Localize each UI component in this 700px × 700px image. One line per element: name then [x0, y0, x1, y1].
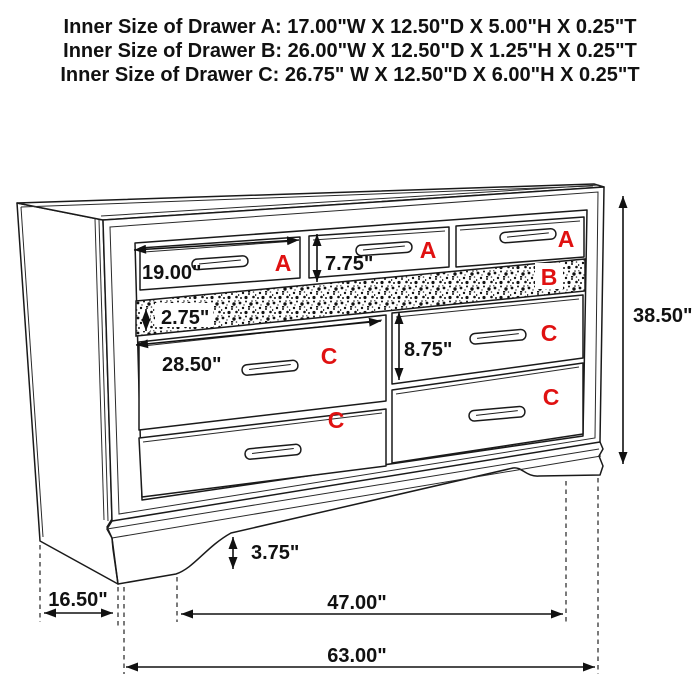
dim-overall-height-label: 38.50": [633, 305, 693, 327]
drawer-c-right-upper-letter: C: [540, 320, 558, 346]
drawer-a1-letter: A: [274, 250, 292, 276]
drawer-c-right-lower-letter: C: [542, 384, 560, 410]
dim-overall-width-label: 63.00": [327, 645, 387, 667]
dim-leg-span-width: [181, 592, 563, 614]
drawer-a3-letter: A: [557, 226, 575, 252]
drawer-a2-letter: A: [419, 237, 437, 263]
side-panel: [17, 203, 118, 584]
dim-leg-height: [233, 537, 299, 569]
dim-overall-width: [126, 645, 595, 667]
dim-strip-b-height-label: 2.75": [161, 307, 210, 329]
header-line-drawer-b: Inner Size of Drawer B: 26.00"W X 12.50"D X 1.25"H X 0.25"T: [63, 40, 637, 62]
dim-leg-height-label: 3.75": [251, 542, 300, 564]
drawer-b-letter: B: [540, 264, 558, 290]
drawer-c-left-lower-letter: C: [327, 407, 345, 433]
dim-drawer-c-width-label: 28.50": [162, 354, 222, 376]
dim-drawer-a-height-label: 7.75": [325, 253, 374, 275]
header-line-drawer-c: Inner Size of Drawer C: 26.75" W X 12.50"D X 6.00"H X 0.25"T: [60, 64, 640, 86]
dim-leg-span-width-label: 47.00": [327, 592, 387, 614]
drawer-b-letter-group: [535, 263, 563, 290]
dim-overall-height: [623, 196, 693, 464]
dim-drawer-a-width-label: 19.00": [142, 262, 202, 284]
drawer-c-left-upper-letter: C: [320, 343, 338, 369]
dim-side-depth-label: 16.50": [48, 589, 108, 611]
header-line-drawer-a: Inner Size of Drawer A: 17.00"W X 12.50"D X 5.00"H X 0.25"T: [63, 16, 637, 38]
dim-side-depth: [44, 589, 113, 613]
dim-drawer-c-height-label: 8.75": [404, 339, 453, 361]
dim-strip-b-height: [146, 303, 213, 331]
